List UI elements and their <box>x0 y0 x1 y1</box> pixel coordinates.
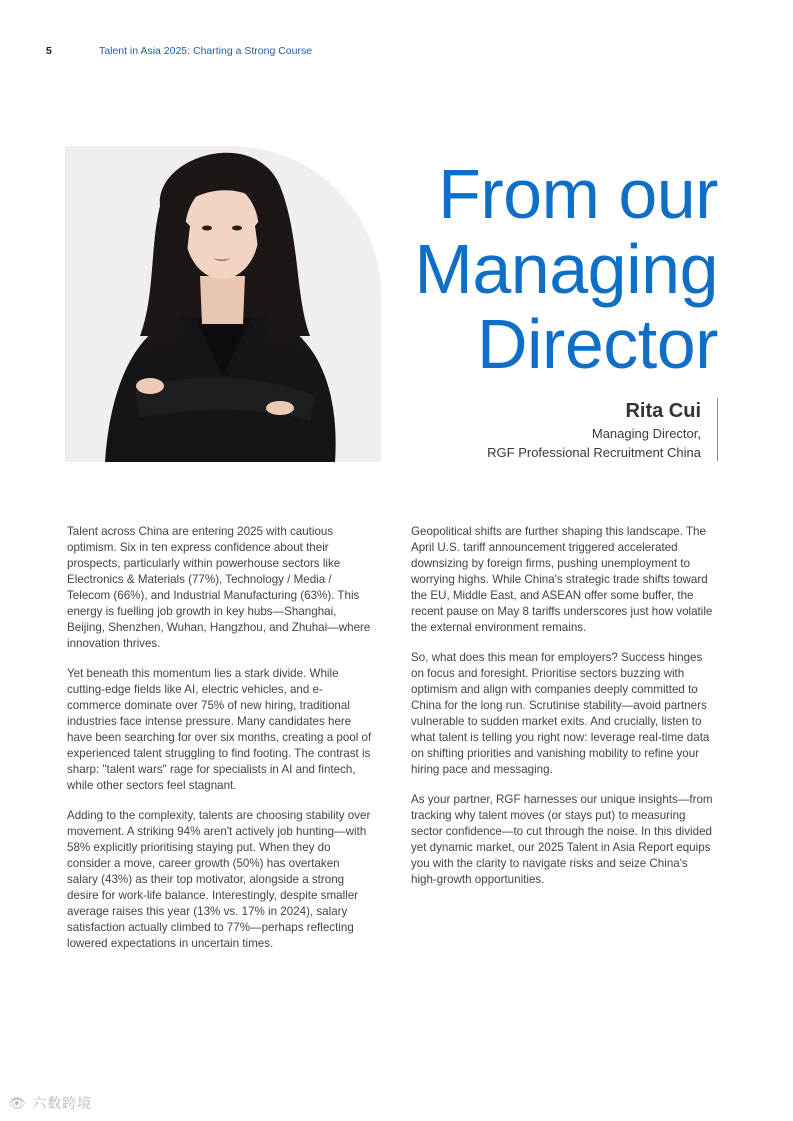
watermark-logo-icon: 👁 <box>8 1096 27 1112</box>
portrait-illustration <box>65 146 381 462</box>
body-paragraph: So, what does this mean for employers? Success hinges on focus and foresight. Prioritise sectors buzzing with optimism and align with companies deeply committed to China for the long run. Scrutinise stability—avoid partners vulnerable to sudden market exits. And crucially, listen to what talent is telling you right now: leverage real-time data on shifting priorities and vanishing mobility to refine your hiring pace and messaging. <box>411 651 710 776</box>
body-paragraph: Adding to the complexity, talents are choosing stability over movement. A striking 94% aren't actively job hunting—with 58% explicitly prioritising staying put. When they do consider a move, career growth (50%) has overtaken salary (43%) as their top motivator, alongside a strong desire for work-life balance. Interestingly, despite smaller average raises this year (13% vs. 17% in 2024), salary satisfaction actually climbed to 77%—perhaps reflecting lowered expectations in uncertain times. <box>67 809 371 950</box>
page-header <box>46 45 312 57</box>
body-paragraph: Yet beneath this momentum lies a stark divide. While cutting-edge fields like AI, electric vehicles, and e-commerce dominate over 75% of new hiring, traditional industries face intense pressure. Many candidates here have been searching for over six months, creating a pool of experienced talent struggling to find footing. The contrast is sharp: "talent wars" rage for specialists in AI and fintech, while other sectors feel stagnant. <box>67 667 372 792</box>
headline-line-3: Director <box>476 305 718 383</box>
body-column-right <box>411 524 716 902</box>
body-paragraph: Talent across China are entering 2025 with cautious optimism. Six in ten express confidence about their prospects, particularly within powerhouse sectors like Electronics & Materials (77%), Technology / Media / Telecom (66%), and Industrial Manufacturing (63%). This energy is fuelling job growth in key hubs—Shanghai, Beijing, Shenzhen, Wuhan, Hangzhou, and Zhuhai—where innovation thrives. <box>67 525 371 650</box>
author-byline <box>418 398 718 461</box>
body-column-left <box>67 524 372 966</box>
page-headline <box>378 157 718 382</box>
author-name: Rita Cui <box>625 400 701 422</box>
portrait-photo <box>65 146 381 462</box>
watermark-text: 六数跨境 <box>32 1096 93 1112</box>
body-paragraph: As your partner, RGF harnesses our unique insights—from tracking why talent moves (or stays put) to measuring sector confidence—to cut through the noise. In this divided yet dynamic market, our 2025 Talent in Asia Report equips you with the clarity to navigate risks and seize China's high-growth opportunities. <box>411 793 713 886</box>
headline-line-1: From our <box>438 155 718 233</box>
author-role-line-2: RGF Professional Recruitment China <box>487 445 701 460</box>
headline-line-2: Managing <box>414 230 718 308</box>
report-title: Talent in Asia 2025: Charting a Strong Course <box>99 45 313 57</box>
watermark <box>8 1093 92 1113</box>
author-role-line-1: Managing Director, <box>591 426 701 441</box>
body-paragraph: Geopolitical shifts are further shaping this landscape. The April U.S. tariff announcement triggered accelerated downsizing by foreign firms, pushing unemployment to worrying highs. While China's strategic trade shifts toward the EU, Middle East, and ASEAN offer some buffer, the recent pause on May 8 tariffs underscores just how volatile the external environment remains. <box>411 525 713 634</box>
page-number: 5 <box>46 45 52 57</box>
